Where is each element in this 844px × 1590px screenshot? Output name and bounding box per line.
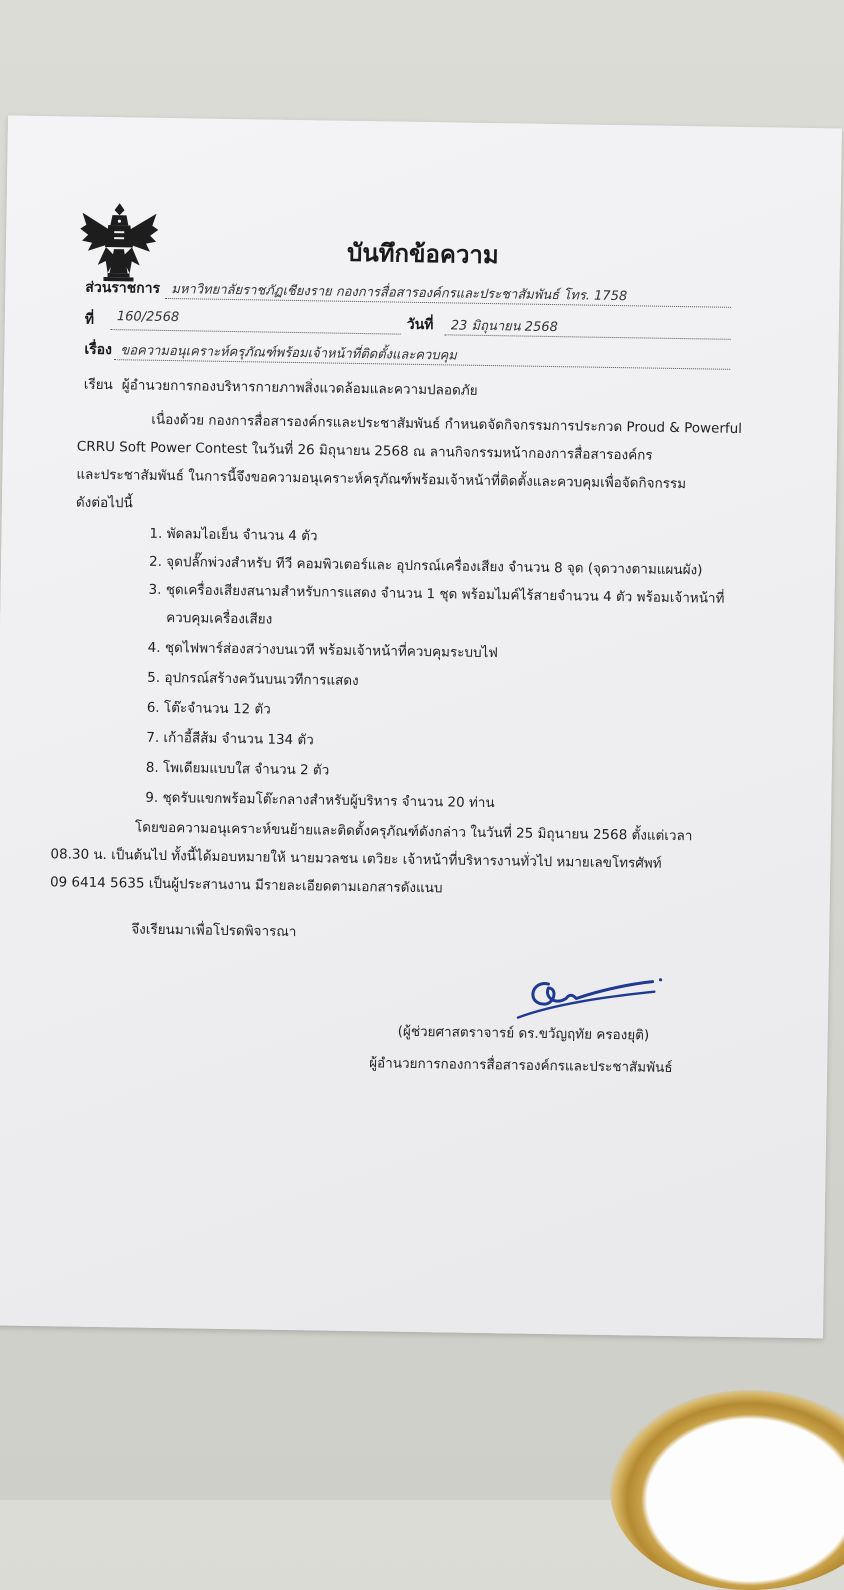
signer-name: (ผู้ช่วยศาสตราจารย์ ดร.ขวัญฤทัย ครองยุติ) xyxy=(397,1023,650,1044)
signature-icon xyxy=(514,962,665,1024)
date-dotted-line xyxy=(445,334,731,339)
signer-position: ผู้อำนวยการกองการสื่อสารองค์กรและประชาสัมพันธ์ xyxy=(369,1055,673,1077)
request-text: จึงเรียนมาเพื่อโปรดพิจารณา xyxy=(131,921,297,941)
closing-line: 08.30 น. เป็นต้นไป ทั้งนี้ได้มอบหมายให้ นายมวลชน เตวิยะ เจ้าหน้าที่บริหารงานทั่วไป หมายเลขโทรศัพท์ xyxy=(50,846,662,872)
ref-dotted-line xyxy=(111,329,401,335)
subject-value: ขอความอนุเคราะห์ครุภัณฑ์พร้อมเจ้าหน้าที่ติดตั้งและควบคุม xyxy=(120,343,457,364)
list-item: 2. จุดปลั๊กพ่วงสำหรับ ทีวี คอมพิวเตอร์และ อุปกรณ์เครื่องเสียง จำนวน 8 จุด (จุดวางตามแผนผัง) xyxy=(148,553,703,579)
department-value: มหาวิทยาลัยราชภัฏเชียงราย กองการสื่อสารองค์กรและประชาสัมพันธ์ โทร. 1758 xyxy=(171,282,628,305)
gold-ring-object xyxy=(610,1390,844,1590)
date-label: วันที่ xyxy=(406,316,434,334)
intro-line: เนื่องด้วย กองการสื่อสารองค์กรและประชาสัมพันธ์ กำหนดจัดกิจกรรมการประกวด Proud & Powerful xyxy=(151,411,743,438)
memo-paper xyxy=(0,115,842,1338)
list-item: 4. ชุดไฟพาร์ส่องสว่างบนเวที พร้อมเจ้าหน้าที่ควบคุมระบบไฟ xyxy=(147,639,499,662)
intro-line: ดังต่อไปนี้ xyxy=(75,494,133,512)
list-item: ควบคุมเครื่องเสียง xyxy=(166,609,273,628)
list-item: 9. ชุดรับแขกพร้อมโต๊ะกลางสำหรับผู้บริหาร จำนวน 20 ท่าน xyxy=(145,789,495,812)
date-value: 23 มิถุนายน 2568 xyxy=(450,318,558,336)
memo-title: บันทึกข้อความ xyxy=(346,238,499,270)
ref-value: 160/2568 xyxy=(116,309,180,326)
closing-line: 09 6414 5635 เป็นผู้ประสานงาน มีรายละเอียดตามเอกสารดังแนบ xyxy=(49,874,443,897)
list-item: 7. เก้าอี้สีส้ม จำนวน 134 ตัว xyxy=(146,729,314,749)
ref-label: ที่ xyxy=(84,311,95,328)
to-label: เรียน xyxy=(83,376,113,394)
list-item: 3. ชุดเครื่องเสียงสนามสำหรับการแสดง จำนวน 1 ชุด พร้อมไมค์ไร้สายจำนวน 4 ตัว พร้อมเจ้าหน้าที่ xyxy=(148,581,725,607)
to-value: ผู้อำนวยการกองบริหารกายภาพสิ่งแวดล้อมและความปลอดภัย xyxy=(121,377,478,399)
department-label: ส่วนราชการ xyxy=(85,279,161,297)
list-item: 1. พัดลมไอเย็น จำนวน 4 ตัว xyxy=(149,525,318,545)
list-item: 5. อุปกรณ์สร้างควันบนเวทีการแสดง xyxy=(147,669,359,690)
list-item: 6. โต๊ะจำนวน 12 ตัว xyxy=(146,699,271,718)
subject-label: เรื่อง xyxy=(84,341,113,359)
intro-line: และประชาสัมพันธ์ ในการนี้จึงขอความอนุเคราะห์ครุภัณฑ์พร้อมเจ้าหน้าที่ติดตั้งและควบคุมเพื่อจัดกิจกรรม xyxy=(76,466,687,493)
intro-line: CRRU Soft Power Contest ในวันที่ 26 มิถุนายน 2568 ณ ลานกิจกรรมหน้ากองการสื่อสารองค์กร xyxy=(76,438,653,464)
list-item: 8. โพเดียมแบบใส จำนวน 2 ตัว xyxy=(145,759,330,779)
closing-line: โดยขอความอนุเคราะห์ขนย้ายและติดตั้งครุภัณฑ์ดังกล่าว ในวันที่ 25 มิถุนายน 2568 ตั้งแต่เวลา xyxy=(134,819,693,845)
